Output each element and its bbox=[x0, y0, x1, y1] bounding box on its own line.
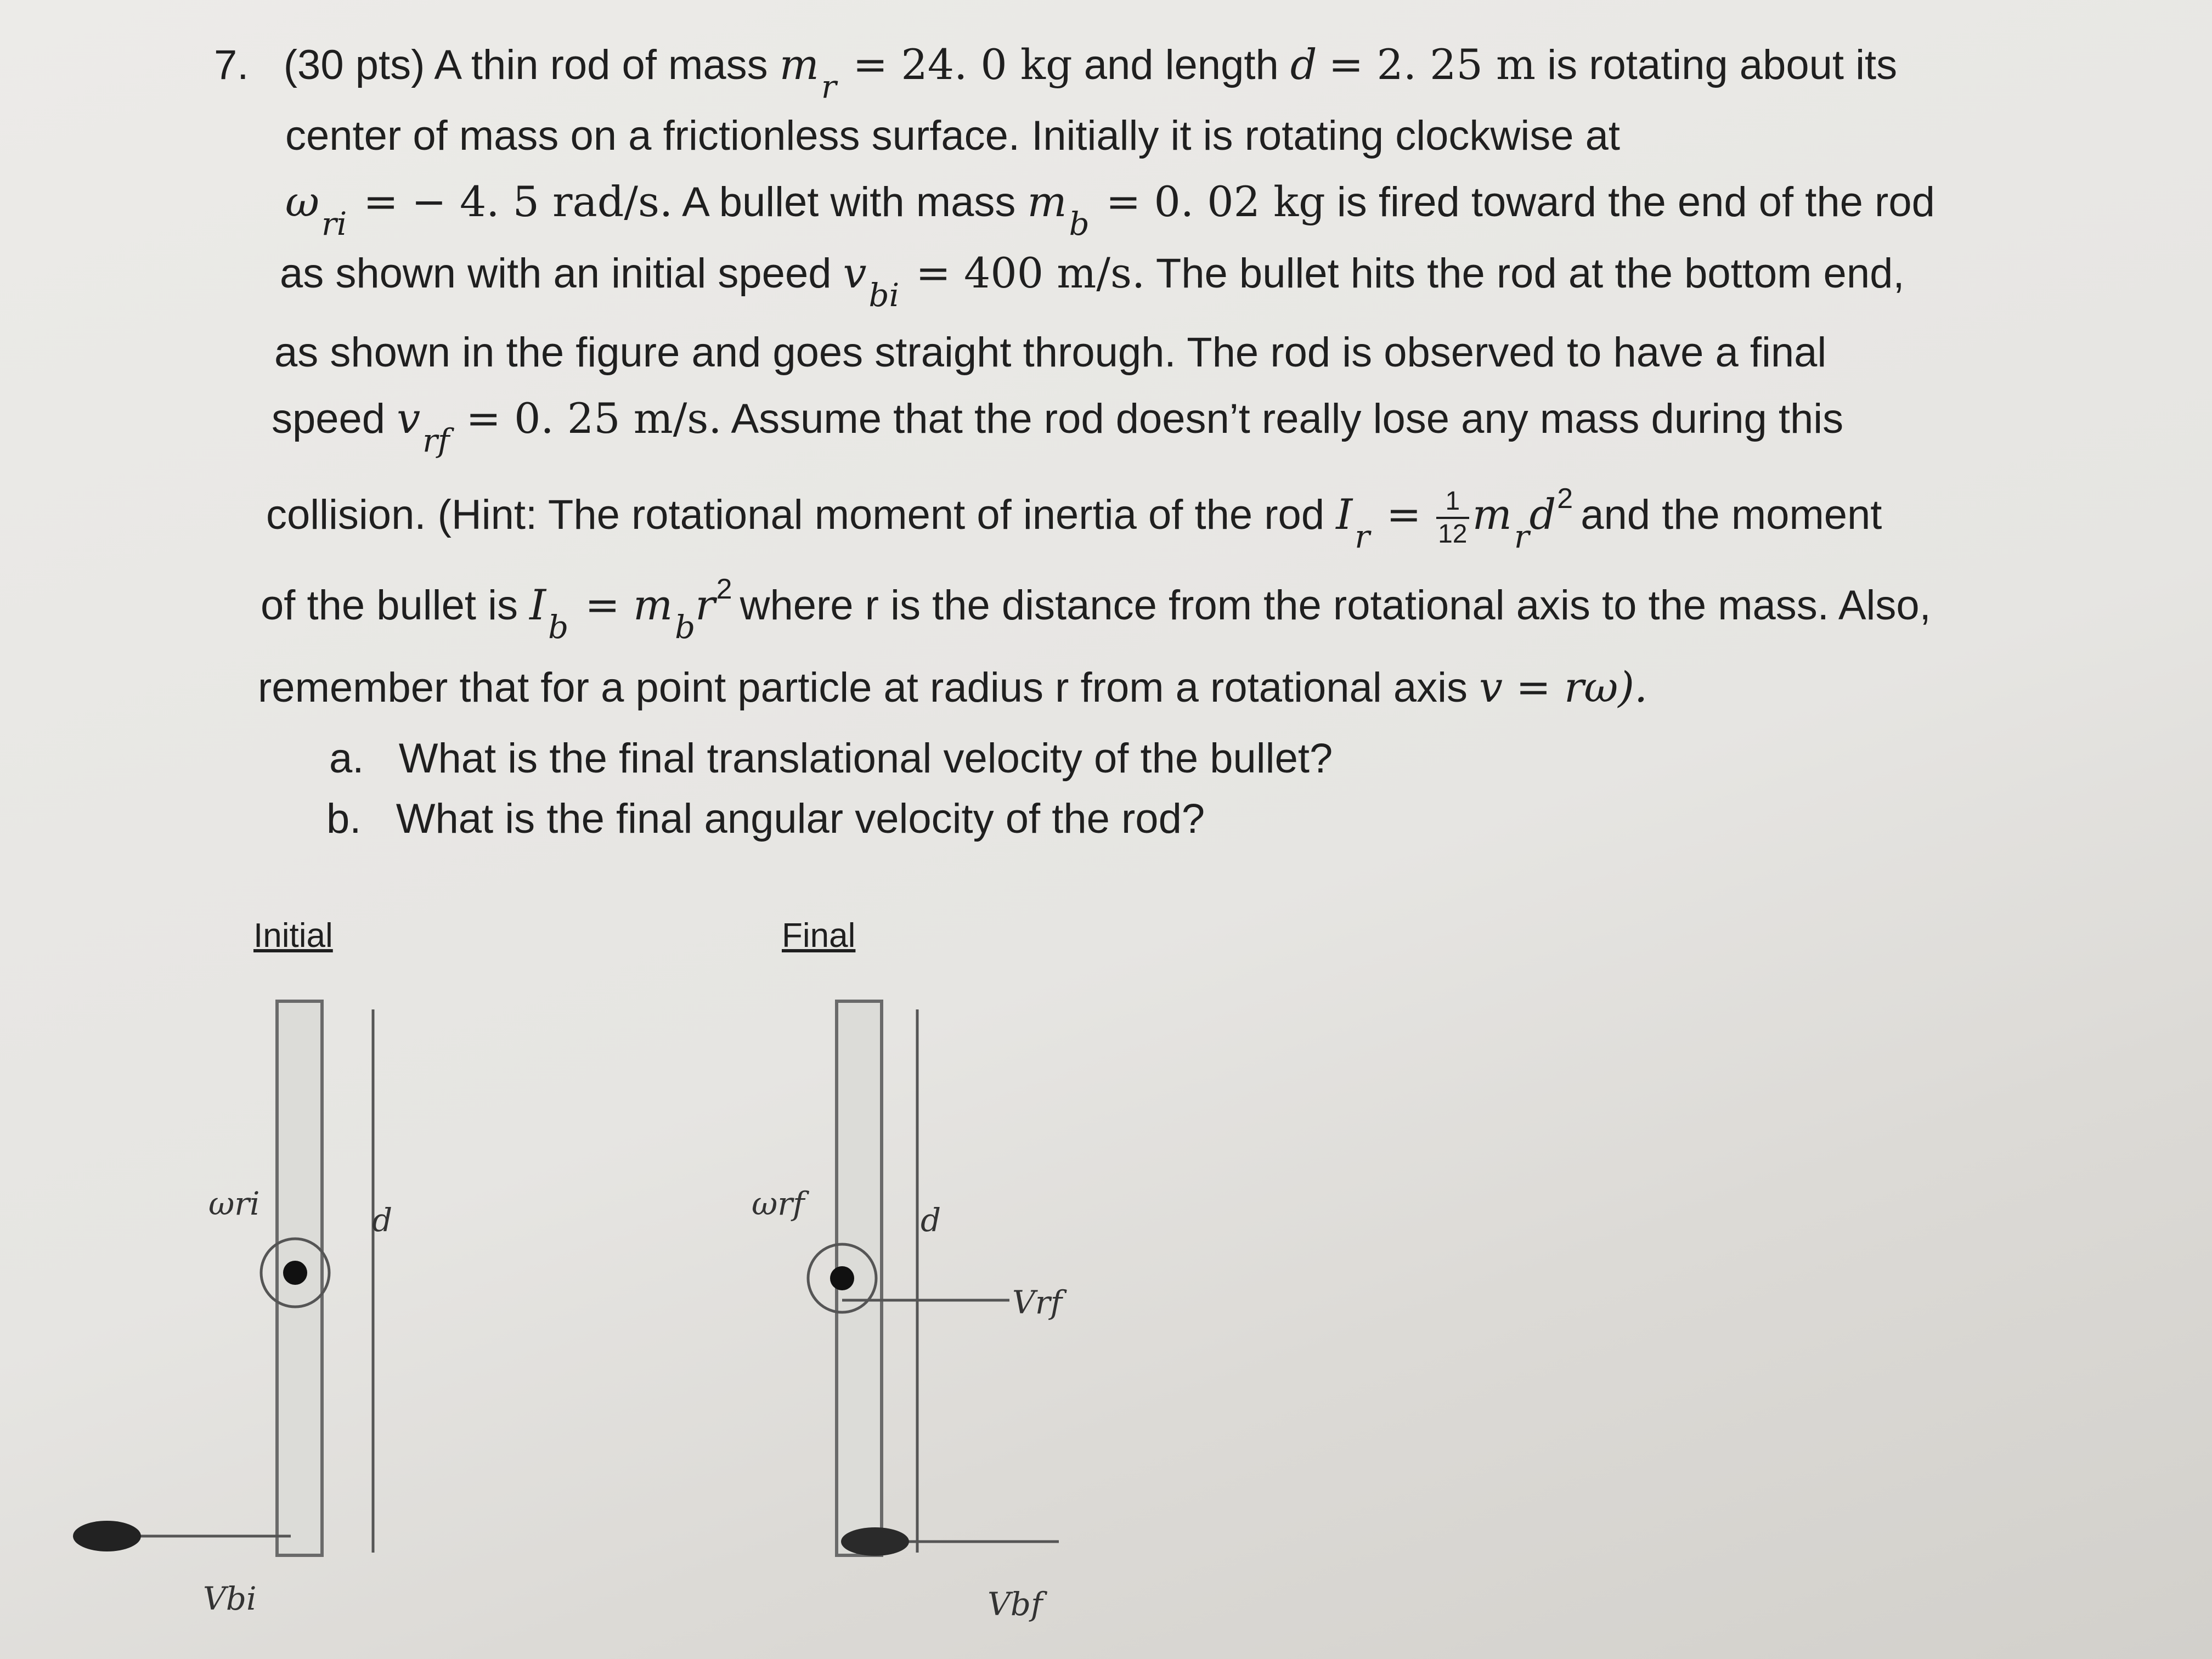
initial-d-annotation: d bbox=[372, 1201, 393, 1239]
problem-line-5: as shown in the figure and goes straight through. The rod is observed to have a final bbox=[274, 329, 1827, 376]
initial-label: Initial bbox=[253, 917, 333, 955]
problem-line-2: center of mass on a frictionless surface. Initially it is rotating clockwise at bbox=[285, 112, 1620, 159]
v-rf-annotation: Vrf bbox=[1012, 1284, 1063, 1321]
final-label: Final bbox=[782, 917, 856, 955]
problem-line-8: of the bullet is $I_b = m_br^2$ where r is the distance from the rotational axis to the mass. Also, bbox=[261, 573, 1931, 646]
problem-line-9: remember that for a point particle at radius r from a rotational axis v = rω). bbox=[258, 663, 1648, 712]
initial-bullet bbox=[73, 1521, 141, 1551]
problem-number: 7. bbox=[214, 42, 249, 88]
one-twelfth-fraction: $\frac{1}{12}$ bbox=[1436, 488, 1469, 548]
problem-line-3: $\omega_{ri}$ = − 4. 5 rad/s. A bullet with mass $m_b = 0$. 02 kg is fired toward the end of the rod bbox=[285, 177, 1935, 242]
final-bullet bbox=[841, 1527, 909, 1556]
question-a: a. What is the final translational velocity of the bullet? bbox=[329, 735, 1333, 782]
v-bi-annotation: Vbi bbox=[203, 1580, 257, 1617]
final-center-of-mass bbox=[830, 1266, 854, 1290]
omega-rf-annotation: ωrf bbox=[752, 1185, 805, 1222]
problem-line-4: as shown with an initial speed $v_{bi} = 400$ m/s. The bullet hits the rod at the bottom end, bbox=[280, 249, 1905, 314]
omega-ri-annotation: ωri bbox=[208, 1185, 260, 1222]
initial-center-of-mass bbox=[283, 1261, 307, 1285]
final-d-annotation: d bbox=[921, 1201, 941, 1239]
question-b: b. What is the final angular velocity of the rod? bbox=[326, 795, 1205, 842]
problem-line-1: 7. (30 pts) A thin rod of mass $m_r = 24$. 0 kg and length d = 2. 25 m is rotating about its bbox=[214, 40, 1898, 105]
problem-line-6: speed $v_{rf} = 0$. 25 m/s. Assume that the rod doesn’t really lose any mass during this bbox=[272, 394, 1844, 459]
collision-figure bbox=[0, 878, 2212, 1659]
v-bf-annotation: Vbf bbox=[988, 1585, 1043, 1623]
problem-line-7: collision. (Hint: The rotational moment of inertia of the rod $I_r$ = $\frac{1}{12}$ $m_rd^2$ and the moment bbox=[266, 483, 1882, 556]
figure-drawing bbox=[0, 878, 2212, 1659]
